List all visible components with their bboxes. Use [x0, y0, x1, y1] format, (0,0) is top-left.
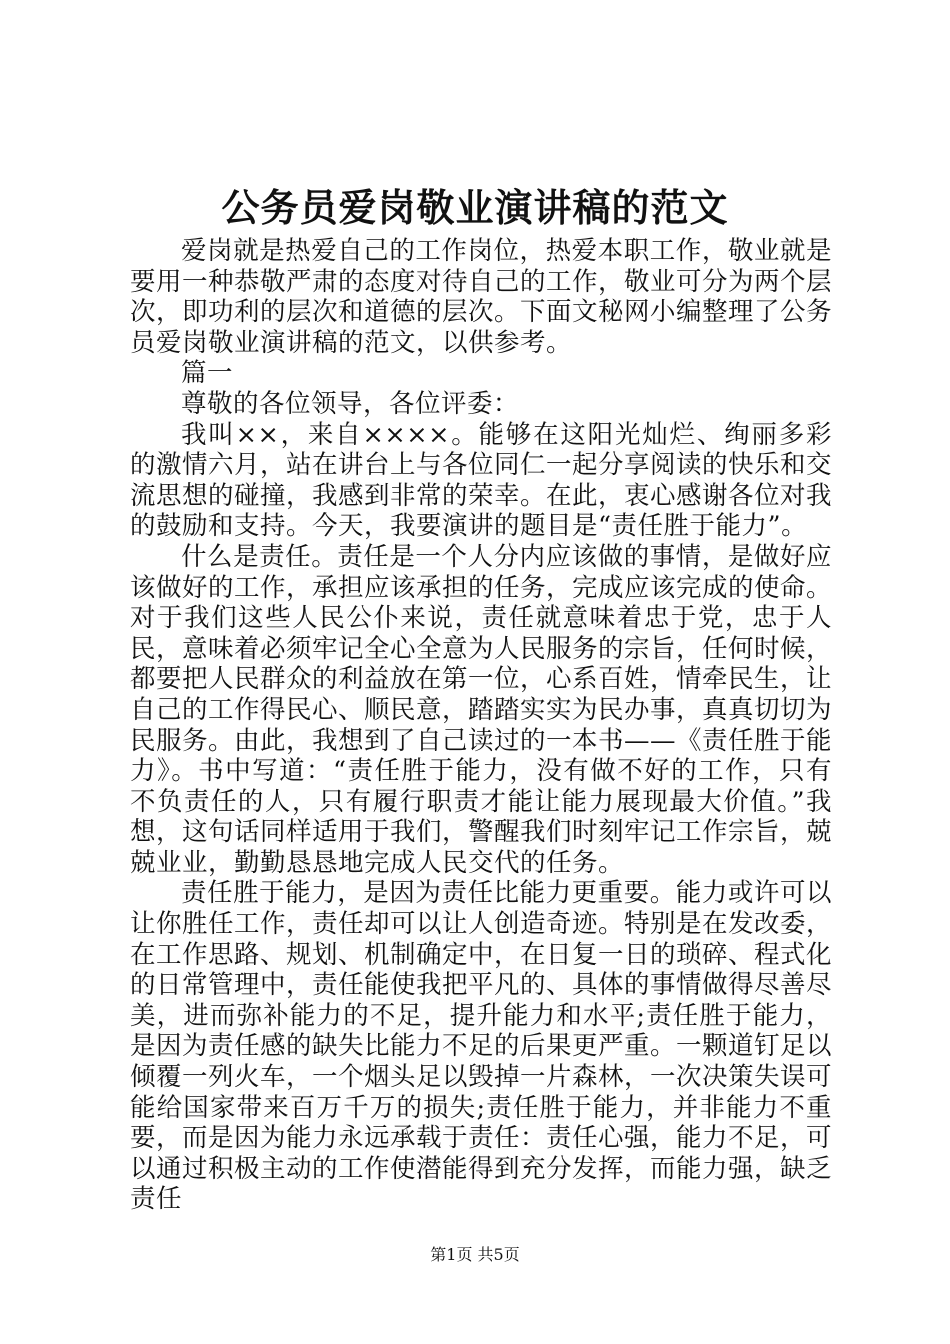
section-heading: 篇一	[181, 358, 234, 389]
body-paragraph: 我叫××，来自××××。能够在这阳光灿烂、绚丽多彩的激情六月，站在讲台上与各位同仁一起分享阅读的快乐和交流思想的碰撞，我感到非常的荣幸。在此，衷心感谢各位对我的鼓励和支持。今天，我要演讲的题目是“责任胜于能力”。	[130, 419, 833, 542]
document-title: 公务员爱岗敬业演讲稿的范文	[221, 185, 729, 230]
body-paragraph: 责任胜于能力，是因为责任比能力更重要。能力或许可以让你胜任工作，责任却可以让人创造奇迹。特别是在发改委，在工作思路、规划、机制确定中，在日复一日的琐碎、程式化的日常管理中，责任能使我把平凡的、具体的事情做得尽善尽美，进而弥补能力的不足，提升能力和水平;责任胜于能力，是因为责任感的缺失比能力不足的后果更严重。一颗道钉足以倾覆一列火车，一个烟头足以毁掉一片森林，一次决策失误可能给国家带来百万千万的损失;责任胜于能力，并非能力不重要，而是因为能力永远承载于责任：责任心强，能力不足，可以通过积极主动的工作使潜能得到充分发挥，而能力强，缺乏责任	[130, 878, 833, 1215]
page-footer: 第1页 共5页	[430, 1245, 520, 1264]
salutation-paragraph: 尊敬的各位领导，各位评委：	[181, 388, 520, 419]
document-body	[130, 236, 832, 1215]
intro-paragraph: 爱岗就是热爱自己的工作岗位，热爱本职工作，敬业就是要用一种恭敬严肃的态度对待自己的工作，敬业可分为两个层次，即功利的层次和道德的层次。下面文秘网小编整理了公务员爱岗敬业演讲稿的范文，以供参考。	[130, 236, 833, 358]
body-paragraph: 什么是责任。责任是一个人分内应该做的事情，是做好应该做好的工作，承担应该承担的任务，完成应该完成的使命。对于我们这些人民公仆来说，责任就意味着忠于党，忠于人民，意味着必须牢记全心全意为人民服务的宗旨，任何时候，都要把人民群众的利益放在第一位，心系百姓，情牵民生，让自己的工作得民心、顺民意，踏踏实实为民办事，真真切切为民服务。由此，我想到了自己读过的一本书——《责任胜于能力》。书中写道：“责任胜于能力，没有做不好的工作，只有不负责任的人，只有履行职责才能让能力展现最大价值。”我想，这句话同样适用于我们，警醒我们时刻牢记工作宗旨，兢兢业业，勤勤恳恳地完成人民交代的任务。	[130, 541, 833, 878]
